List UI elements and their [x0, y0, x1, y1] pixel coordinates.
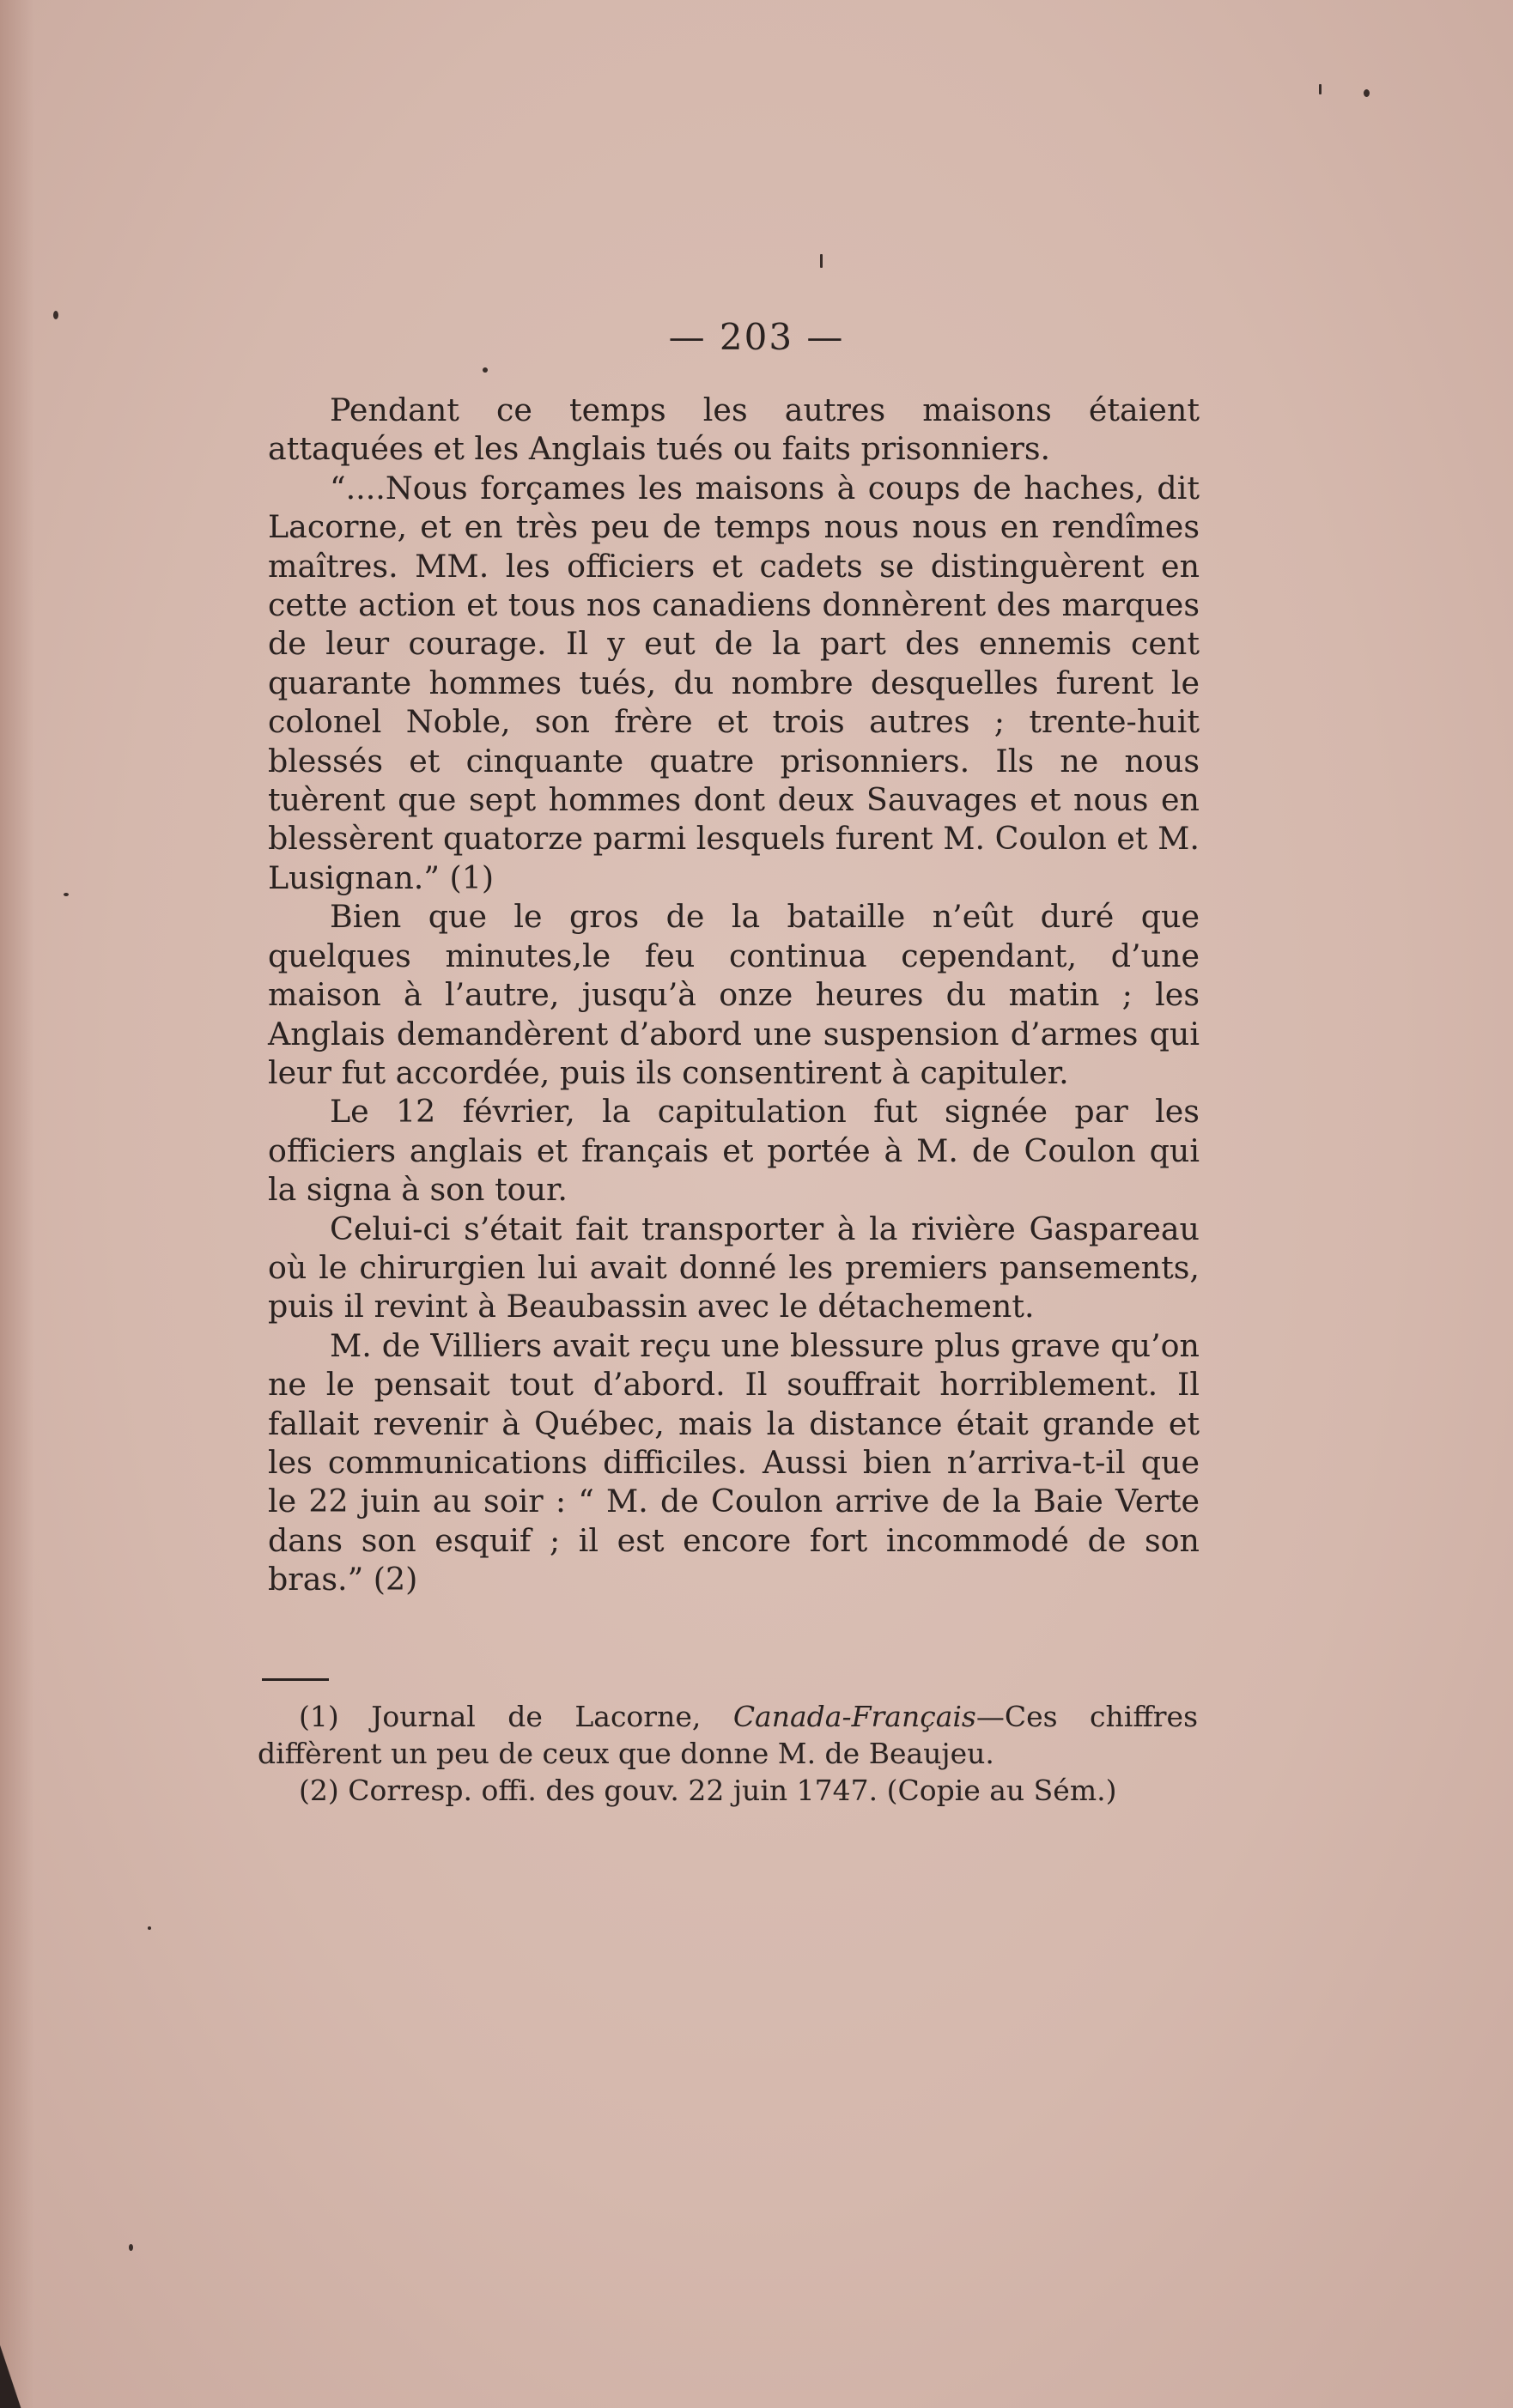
paragraph: Le 12 février, la capitulation fut signée par les officiers anglais et français et portée à M. de Coulon qui la signa à son tour. [268, 1093, 1200, 1209]
page-corner-shadow [0, 2305, 34, 2408]
footnote-1-lead: (1) Journal de Lacorne, [299, 1700, 733, 1733]
footnote-1-source: Canada-Français [732, 1700, 976, 1733]
paper-speck [148, 1926, 151, 1930]
footnotes [258, 1698, 1198, 1809]
paper-speck [820, 254, 823, 268]
paper-speck [483, 367, 488, 373]
footnote-2: (2) Corresp. offi. des gouv. 22 juin 1747. (Copie au Sém.) [299, 1774, 1117, 1807]
footnote-1 [258, 1698, 1198, 1772]
paragraph: Celui-ci s’était fait transporter à la rivière Gaspareau où le chirurgien lui avait donné les premiers pansements, puis il revint à Beaubassin avec le détachement. [268, 1210, 1200, 1325]
binding-gutter-shadow [0, 0, 34, 2408]
body-text [268, 391, 1200, 1599]
page-number: — 203 — [668, 316, 845, 358]
paper-speck [1319, 84, 1322, 94]
footnote-separator [262, 1678, 329, 1681]
paragraph: Pendant ce temps les autres maisons étaient attaquées et les Anglais tués ou faits prisonniers. [268, 391, 1200, 468]
paragraph: Bien que le gros de la bataille n’eût duré que quelques minutes,le feu continua cependant, d’une maison à l’autre, jusqu’à onze heures du matin ; les Anglais demandèrent d’abord une suspension d’armes qui leur fut accordée, puis ils consentirent à capituler. [268, 898, 1200, 1091]
paper-speck [64, 893, 69, 896]
footnote-1-rest: —Ces chiffres diffèrent un peu de ceux que donne M. de Beaujeu. [258, 1700, 1198, 1770]
paper-speck [129, 2244, 133, 2251]
paragraph: M. de Villiers avait reçu une blessure plus grave qu’on ne le pensait tout d’abord. Il souffrait horriblement. Il fallait revenir à Québec, mais la distance était grande et les communications difficiles. Aussi bien n’arriva-t-il que le 22 juin au soir : “ M. de Coulon arrive de la Baie Verte dans son esquif ; il est encore fort incommodé de son bras.” (2) [268, 1326, 1200, 1598]
paper-speck [1364, 89, 1370, 97]
paragraph: “....Nous forçames les maisons à coups de haches, dit Lacorne, et en très peu de temps nous nous en rendîmes maîtres. MM. les officiers et cadets se distinguèrent en cette action et tous nos canadiens donnèrent des marques de leur courage. Il y eut de la part des ennemis cent quarante hommes tués, du nombre desquelles furent le colonel Noble, son frère et trois autres ; trente-huit blessés et cinquante quatre prisonniers. Ils ne nous tuèrent que sept hommes dont deux Sauvages et nous en blessèrent quatorze parmi lesquels furent M. Coulon et M. Lusignan.” (1) [268, 469, 1200, 896]
